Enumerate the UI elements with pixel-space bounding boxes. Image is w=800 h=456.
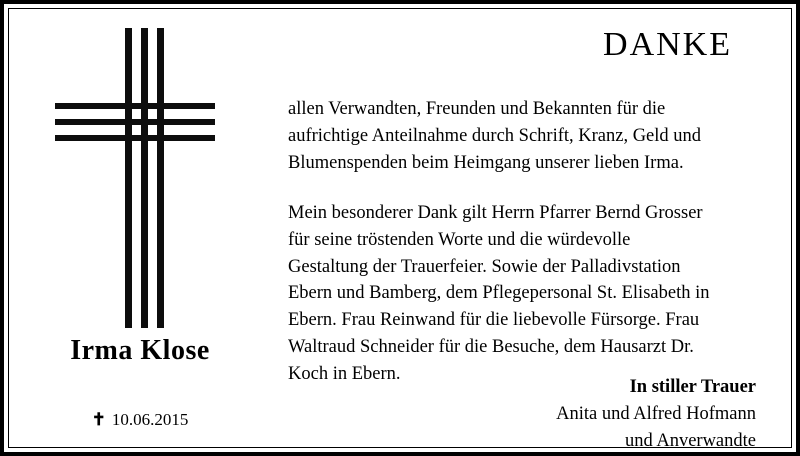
closing-family-names: Anita und Alfred Hofmann: [556, 403, 756, 424]
closing-salutation: In stiller Trauer: [629, 377, 756, 397]
closing-relatives: und Anverwandte: [624, 430, 756, 451]
memorial-left-column: [10, 10, 270, 430]
memorial-right-column: [280, 14, 772, 451]
death-date-value: 10.06.2015: [111, 410, 189, 429]
thanks-paragraph-2: Mein besonderer Dank gilt Herrn Pfarrer Bernd Grosser für seine tröstenden Worte und die würdevolle Gestaltung der Trauerfeier. Sowie der Palladivstation Ebern und Bamberg, dem Pflegepersonal St. Elisabeth in Ebern. Frau Reinwand für die liebevolle Fürsorge. Frau Waltraud Schneider für die Besuche, dem Hausarzt Dr. Koch in Ebern.: [288, 203, 710, 384]
christian-cross-icon: [55, 28, 215, 328]
cross-horizontal-stroke: [55, 103, 215, 109]
closing-block: [280, 374, 772, 454]
cross-vertical-stroke: [125, 28, 132, 328]
deceased-name: Irma Klose: [70, 335, 210, 366]
dagger-cross-icon: ✝: [91, 410, 106, 429]
death-date-line: [10, 410, 270, 430]
cross-horizontal-stroke: [55, 135, 215, 141]
cross-vertical-stroke: [157, 28, 164, 328]
thanks-paragraph-1: allen Verwandten, Freunden und Bekannten für die aufrichtige Anteilnahme durch Schrift, Kranz, Geld und Blumenspenden beim Heimgang unserer lieben Irma.: [288, 99, 702, 173]
cross-vertical-stroke: [141, 28, 148, 328]
page-title: DANKE: [603, 26, 732, 63]
cross-horizontal-stroke: [55, 119, 215, 125]
